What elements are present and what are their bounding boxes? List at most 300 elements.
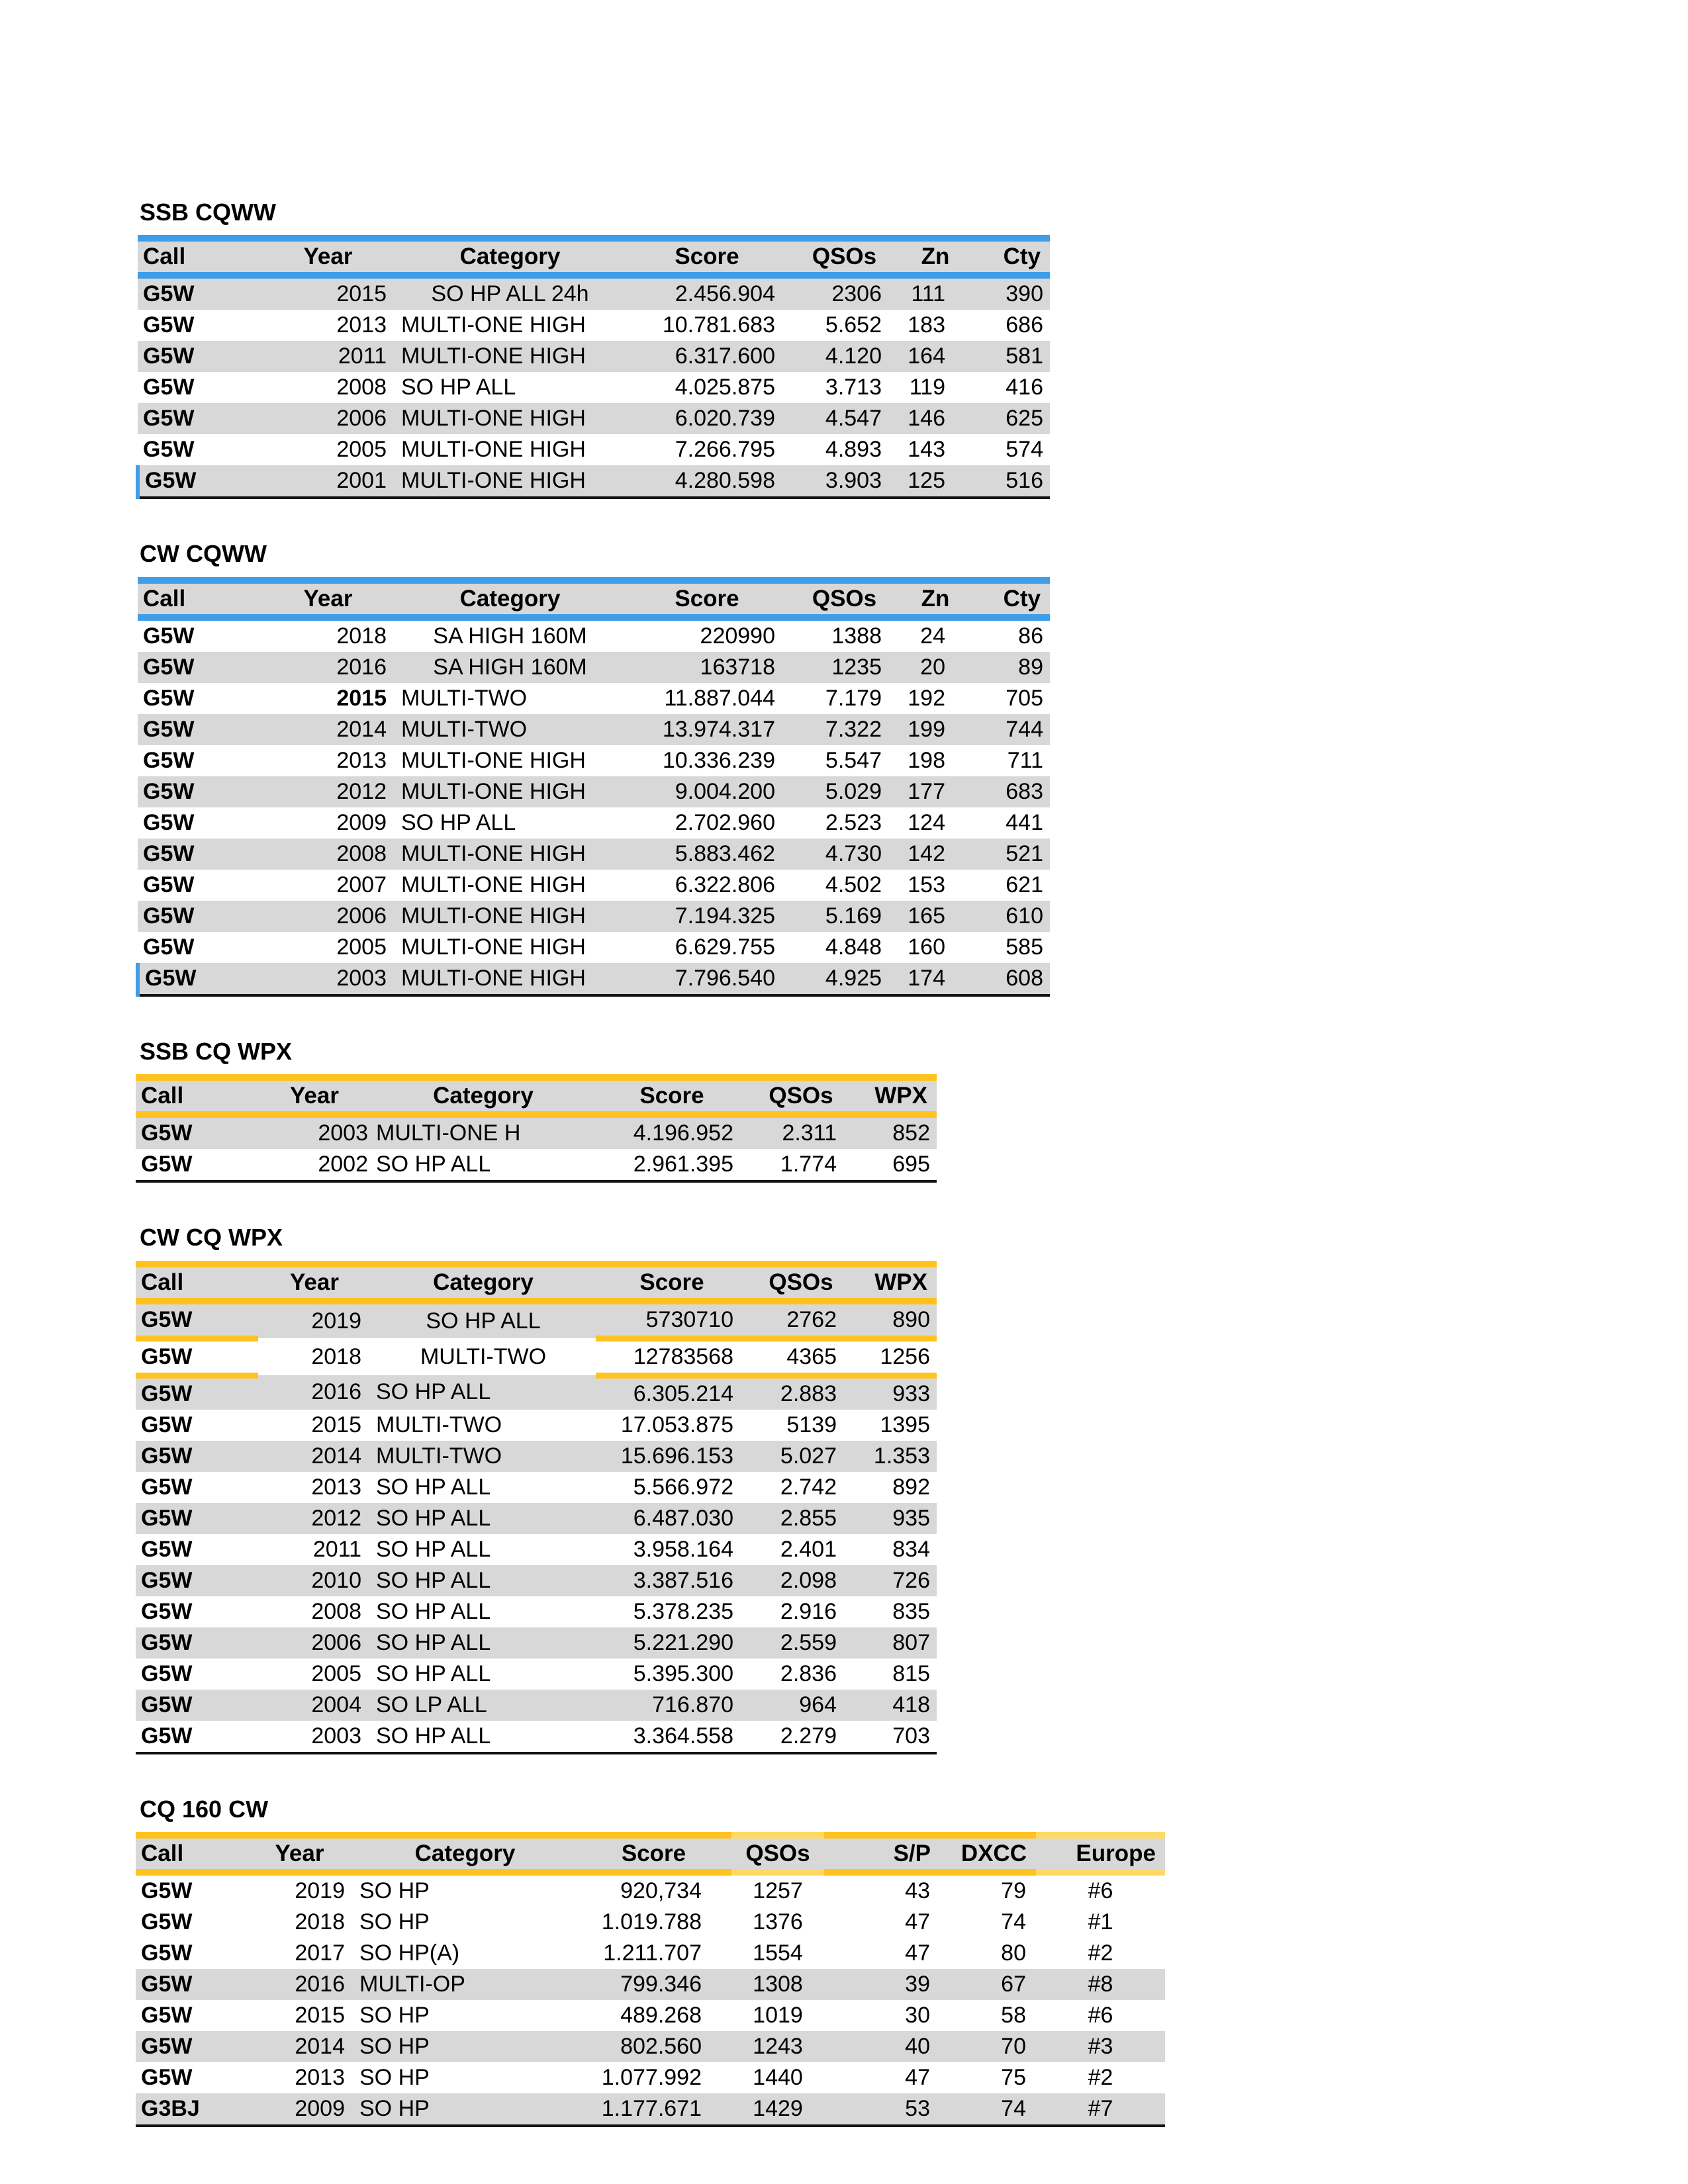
- cell-dxcc: 67: [940, 1969, 1036, 2000]
- cell-qsos: 4.120: [790, 341, 899, 372]
- header-qsos: QSOs: [748, 1264, 854, 1301]
- cell-category: MULTI-ONE HIGH: [396, 465, 624, 498]
- cell-wpx: 892: [892, 1474, 930, 1500]
- cell-year: 2011: [312, 1536, 361, 1562]
- cell-qsos: 5.027: [748, 1441, 854, 1472]
- cell-call: G5W: [143, 312, 195, 338]
- cell-qsos: 4.893: [825, 437, 882, 463]
- table-row: [138, 465, 1050, 498]
- cell-zn: 164: [899, 341, 972, 372]
- cell-qsos: 4.547: [790, 403, 899, 434]
- header-row: [136, 1835, 1165, 1872]
- cell-call: G5W: [138, 839, 260, 870]
- header-score: Score: [624, 580, 790, 617]
- cell-zn: 174: [899, 963, 972, 995]
- cell-qsos: 1440: [753, 2064, 803, 2090]
- header-call: Call: [138, 580, 260, 617]
- cell-call: G5W: [141, 1412, 193, 1437]
- cell-score: 5.566.972: [633, 1474, 733, 1500]
- cell-category: SO HP: [359, 1909, 430, 1934]
- cell-score: 802.560: [576, 2031, 731, 2062]
- header-qsos: QSOs: [790, 580, 899, 617]
- table-row: [136, 1301, 937, 1339]
- cell-cty: 390: [972, 275, 1050, 310]
- cell-category: SO LP ALL: [371, 1690, 596, 1721]
- cell-wpx: 815: [892, 1661, 930, 1686]
- cell-wpx: 835: [892, 1598, 930, 1624]
- cell-zn: 142: [899, 839, 972, 870]
- cell-year: 2004: [258, 1690, 371, 1721]
- table-row: [136, 1872, 1165, 1907]
- cell-year: 2003: [258, 1721, 371, 1753]
- cell-wpx: 852: [854, 1115, 937, 1149]
- cell-cty: 683: [972, 776, 1050, 807]
- header-score: Score: [596, 1264, 748, 1301]
- cell-s-p: 43: [905, 1878, 930, 1903]
- cell-call: G5W: [136, 1441, 258, 1472]
- cell-year: 2019: [295, 1878, 345, 1903]
- cell-cty: 86: [1018, 623, 1043, 649]
- cell-qsos: 4.502: [825, 872, 882, 897]
- cell-wpx: 1256: [854, 1338, 937, 1375]
- cell-cty: 521: [972, 839, 1050, 870]
- header-year: Year: [260, 580, 396, 617]
- cell-qsos: 964: [748, 1690, 854, 1721]
- header-s-p: S/P: [824, 1835, 940, 1872]
- cell-call: G5W: [136, 1503, 258, 1534]
- header-qsos: QSOs: [731, 1835, 824, 1872]
- cell-call: G5W: [143, 809, 195, 835]
- cell-wpx: 1.353: [854, 1441, 937, 1472]
- cell-year: 2016: [245, 1969, 354, 2000]
- cell-call: G5W: [136, 1627, 258, 1659]
- cell-zn: 183: [908, 312, 945, 338]
- cell-year: 2006: [258, 1627, 371, 1659]
- cell-cty: 416: [1006, 375, 1043, 400]
- cell-category: SO HP ALL: [371, 1721, 596, 1753]
- table-row: [136, 1441, 937, 1472]
- cell-category: SO HP ALL: [376, 1536, 491, 1562]
- cell-year: 2016: [260, 652, 396, 683]
- cell-category: MULTI-ONE HIGH: [401, 747, 586, 773]
- cell-qsos: 4.925: [790, 963, 899, 995]
- table-row: [136, 1659, 937, 1690]
- cell-qsos: 2.836: [780, 1661, 837, 1686]
- cell-cty: 705: [1006, 685, 1043, 711]
- table-row: [138, 617, 1050, 652]
- cell-score: 2.961.395: [596, 1149, 748, 1181]
- table-row: [136, 1503, 937, 1534]
- cell-year: 2005: [336, 934, 387, 960]
- cell-call: G3BJ: [136, 2093, 245, 2126]
- cell-wpx: 418: [854, 1690, 937, 1721]
- cell-score: 2.702.960: [675, 809, 775, 835]
- header-year: Year: [258, 1264, 371, 1301]
- cell-score: 6.629.755: [675, 934, 775, 960]
- cell-category: MULTI-ONE HIGH: [396, 839, 624, 870]
- cell-score: 5.883.462: [624, 839, 790, 870]
- table-section-cq-160-cw: [136, 1796, 1688, 2127]
- header-year: Year: [258, 1077, 371, 1115]
- cell-year: 2008: [336, 375, 387, 400]
- cell-dxcc: 74: [940, 2093, 1036, 2126]
- cell-qsos: 1554: [753, 1940, 803, 1966]
- cell-category: SO HP ALL: [371, 1149, 596, 1181]
- cell-year: 2008: [260, 839, 396, 870]
- cell-score: 6.317.600: [624, 341, 790, 372]
- table-row: [138, 963, 1050, 995]
- table-row: [138, 745, 1050, 776]
- cell-category: MULTI-ONE HIGH: [401, 934, 586, 960]
- cell-qsos: 1376: [753, 1909, 803, 1934]
- cell-qsos: 2.916: [780, 1598, 837, 1624]
- cell-call: G5W: [141, 1940, 193, 1966]
- cell-qsos: 2.559: [748, 1627, 854, 1659]
- header-category: Category: [371, 1077, 596, 1115]
- cell-year: 2002: [258, 1149, 371, 1181]
- cell-cty: 686: [1006, 312, 1043, 338]
- cell-category: MULTI-ONE HIGH: [396, 403, 624, 434]
- cell-qsos: 1308: [731, 1969, 824, 2000]
- table-row: [136, 1534, 937, 1565]
- cell-europe: #6: [1088, 1878, 1113, 1903]
- cell-call: G5W: [138, 652, 260, 683]
- cell-year: 2015: [295, 2002, 345, 2028]
- cell-qsos: 1019: [753, 2002, 803, 2028]
- cell-score: 3.364.558: [596, 1721, 748, 1753]
- cell-qsos: 5.652: [825, 312, 882, 338]
- cell-zn: 119: [909, 375, 945, 400]
- cell-score: 5.221.290: [596, 1627, 748, 1659]
- cell-year: 2018: [295, 1909, 345, 1934]
- results-table-cw-cq-wpx: [136, 1261, 937, 1754]
- cell-year: 2003: [258, 1115, 371, 1149]
- cell-qsos: 2306: [790, 275, 899, 310]
- cell-score: 10.336.239: [662, 747, 775, 773]
- cell-score: 9.004.200: [624, 776, 790, 807]
- cell-call: G5W: [136, 2031, 245, 2062]
- cell-cty: 621: [1006, 872, 1043, 897]
- cell-call: G5W: [143, 685, 195, 711]
- cell-cty: 610: [972, 901, 1050, 932]
- header-row: [136, 1077, 937, 1115]
- cell-zn: 125: [899, 465, 972, 498]
- cell-score: 4.025.875: [675, 375, 775, 400]
- table-row: [136, 1472, 937, 1503]
- table-row: [136, 2031, 1165, 2062]
- cell-category: SO HP ALL: [371, 1565, 596, 1596]
- cell-wpx: 695: [854, 1149, 937, 1181]
- table-row: [136, 1565, 937, 1596]
- table-section-cw-cqww: [136, 540, 1688, 996]
- cell-qsos: 2.401: [780, 1536, 837, 1562]
- cell-qsos: 3.903: [790, 465, 899, 498]
- header-call: Call: [136, 1835, 245, 1872]
- cell-category: SO HP: [359, 2002, 430, 2028]
- cell-s-p: 47: [905, 1909, 930, 1934]
- cell-qsos: 2.098: [748, 1565, 854, 1596]
- cell-call: G5W: [138, 341, 260, 372]
- cell-zn: 143: [908, 437, 945, 463]
- header-call: Call: [138, 238, 260, 275]
- cell-qsos: 1.774: [748, 1149, 854, 1181]
- cell-score: 4.280.598: [624, 465, 790, 498]
- cell-score: 2.456.904: [624, 275, 790, 310]
- cell-category: SO HP: [354, 2031, 576, 2062]
- cell-category: SO HP: [359, 2064, 430, 2090]
- cell-year: 2011: [260, 341, 396, 372]
- cell-score: 7.194.325: [624, 901, 790, 932]
- cell-europe: #2: [1088, 2064, 1113, 2090]
- table-row: [138, 932, 1050, 963]
- cell-europe: #6: [1088, 2002, 1113, 2028]
- cell-call: G5W: [141, 1474, 193, 1500]
- cell-category: MULTI-OP: [354, 1969, 576, 2000]
- table-row: [136, 1149, 937, 1181]
- cell-score: 10.781.683: [662, 312, 775, 338]
- cell-zn: 146: [899, 403, 972, 434]
- cell-qsos: 2.855: [748, 1503, 854, 1534]
- cell-zn: 153: [908, 872, 945, 897]
- cell-score: 5.395.300: [633, 1661, 733, 1686]
- cell-europe: #3: [1036, 2031, 1165, 2062]
- cell-year: 2003: [260, 963, 396, 995]
- cell-cty: 585: [1006, 934, 1043, 960]
- cell-s-p: 40: [824, 2031, 940, 2062]
- cell-cty: 581: [972, 341, 1050, 372]
- header-category: Category: [354, 1835, 576, 1872]
- cell-call: G5W: [141, 2064, 193, 2090]
- cell-call: G5W: [136, 1565, 258, 1596]
- cell-score: 7.266.795: [675, 437, 775, 463]
- cell-call: G5W: [143, 934, 195, 960]
- cell-zn: 199: [899, 714, 972, 745]
- cell-score: 3.958.164: [633, 1536, 733, 1562]
- cell-score: 1.211.707: [603, 1940, 702, 1966]
- table-title: CQ 160 CW: [140, 1795, 269, 1823]
- table-title: CW CQ WPX: [140, 1224, 283, 1251]
- cell-score: 17.053.875: [620, 1412, 733, 1437]
- cell-wpx: 1395: [880, 1412, 930, 1437]
- cell-category: MULTI-TWO: [396, 714, 624, 745]
- cell-score: 716.870: [596, 1690, 748, 1721]
- cell-score: 12783568: [596, 1338, 748, 1375]
- cell-europe: #8: [1036, 1969, 1165, 2000]
- cell-category: SO HP ALL: [376, 1474, 491, 1500]
- cell-score: 799.346: [576, 1969, 731, 2000]
- cell-category: SO HP(A): [359, 1940, 460, 1966]
- cell-call: G5W: [141, 1536, 193, 1562]
- header-score: Score: [624, 238, 790, 275]
- table-row: [136, 1410, 937, 1441]
- cell-call: G5W: [138, 963, 260, 995]
- table-row: [136, 1938, 1165, 1969]
- cell-call: G5W: [136, 1149, 258, 1181]
- header-wpx: WPX: [854, 1264, 937, 1301]
- table-row: [138, 341, 1050, 372]
- cell-zn: 24: [920, 623, 945, 649]
- cell-score: 6.020.739: [624, 403, 790, 434]
- cell-call: G5W: [136, 1690, 258, 1721]
- header-zn: Zn: [899, 238, 972, 275]
- cell-zn: 111: [899, 275, 972, 310]
- cell-category: SO HP ALL: [401, 809, 516, 835]
- cell-score: 7.796.540: [624, 963, 790, 995]
- cell-zn: 192: [908, 685, 945, 711]
- header-category: Category: [396, 238, 624, 275]
- cell-category: SO HP ALL 24h: [396, 275, 624, 310]
- cell-qsos: 1257: [753, 1878, 803, 1903]
- cell-call: G5W: [138, 403, 260, 434]
- header-category: Category: [371, 1264, 596, 1301]
- cell-year: 2018: [311, 1343, 361, 1369]
- cell-year: 2001: [260, 465, 396, 498]
- cell-call: G5W: [136, 1721, 258, 1753]
- cell-qsos: 2.279: [748, 1721, 854, 1753]
- cell-wpx: 935: [854, 1503, 937, 1534]
- cell-score: 1.077.992: [601, 2064, 702, 2090]
- table-row: [138, 901, 1050, 932]
- table-row: [138, 652, 1050, 683]
- cell-s-p: 53: [824, 2093, 940, 2126]
- cell-s-p: 47: [905, 2064, 930, 2090]
- header-dxcc: DXCC: [940, 1835, 1036, 1872]
- cell-score: 11.887.044: [664, 685, 775, 711]
- cell-year: 2015: [311, 1412, 361, 1437]
- header-cty: Cty: [972, 580, 1050, 617]
- cell-cty: 89: [972, 652, 1050, 683]
- cell-zn: 177: [899, 776, 972, 807]
- cell-call: G5W: [136, 1375, 258, 1410]
- header-row: [138, 238, 1050, 275]
- cell-qsos: 7.322: [790, 714, 899, 745]
- cell-score: 5.378.235: [633, 1598, 733, 1624]
- cell-wpx: 933: [854, 1375, 937, 1410]
- cell-category: SO HP ALL: [376, 1661, 491, 1686]
- table-row: [138, 839, 1050, 870]
- cell-qsos: 5.169: [790, 901, 899, 932]
- header-category: Category: [396, 580, 624, 617]
- cell-qsos: 2.523: [825, 809, 882, 835]
- cell-year: 2019: [258, 1301, 371, 1339]
- table-row: [136, 2062, 1165, 2093]
- table-row: [138, 776, 1050, 807]
- cell-year: 2012: [258, 1503, 371, 1534]
- cell-qsos: 1388: [831, 623, 882, 649]
- cell-dxcc: 74: [1001, 1909, 1026, 1934]
- table-row: [138, 403, 1050, 434]
- cell-qsos: 4.848: [825, 934, 882, 960]
- table-row: [138, 434, 1050, 465]
- table-section-ssb-cqww: [136, 199, 1688, 499]
- cell-wpx: 703: [854, 1721, 937, 1753]
- cell-category: MULTI-ONE HIGH: [396, 776, 624, 807]
- header-call: Call: [136, 1077, 258, 1115]
- cell-category: MULTI-ONE HIGH: [401, 437, 586, 463]
- cell-year: 2005: [336, 437, 387, 463]
- cell-qsos: 2.883: [748, 1375, 854, 1410]
- table-row: [136, 1596, 937, 1627]
- cell-category: SO HP ALL: [371, 1301, 596, 1339]
- cell-dxcc: 79: [1001, 1878, 1026, 1903]
- cell-year: 2005: [311, 1661, 361, 1686]
- cell-call: G5W: [143, 623, 195, 649]
- cell-qsos: 2762: [748, 1301, 854, 1339]
- table-section-cw-cq-wpx: [136, 1224, 1688, 1754]
- cell-qsos: 1235: [790, 652, 899, 683]
- cell-call: G5W: [143, 747, 195, 773]
- cell-call: G5W: [141, 1878, 193, 1903]
- cell-call: G5W: [136, 1115, 258, 1149]
- table-row: [138, 310, 1050, 341]
- table-section-ssb-cq-wpx: [136, 1038, 1688, 1183]
- cell-category: MULTI-ONE H: [371, 1115, 596, 1149]
- cell-score: 489.268: [620, 2002, 702, 2028]
- cell-score: 6.305.214: [596, 1375, 748, 1410]
- cell-year: 2018: [336, 623, 387, 649]
- cell-year: 2007: [336, 872, 387, 897]
- cell-qsos: 1429: [731, 2093, 824, 2126]
- cell-year: 2014: [245, 2031, 354, 2062]
- cell-wpx: 834: [892, 1536, 930, 1562]
- header-cty: Cty: [972, 238, 1050, 275]
- cell-year: 2009: [336, 809, 387, 835]
- table-row: [136, 1690, 937, 1721]
- table-row: [138, 372, 1050, 403]
- table-title: CW CQWW: [140, 540, 267, 568]
- cell-score: 6.487.030: [596, 1503, 748, 1534]
- table-row: [136, 1907, 1165, 1938]
- cell-cty: 744: [972, 714, 1050, 745]
- cell-category: SA HIGH 160M: [433, 623, 587, 649]
- cell-year: 2015: [336, 685, 387, 711]
- cell-category: MULTI-TWO: [420, 1343, 547, 1369]
- cell-call: G5W: [138, 465, 260, 498]
- cell-qsos: 5.029: [790, 776, 899, 807]
- cell-call: G5W: [138, 275, 260, 310]
- table-row: [136, 2093, 1165, 2126]
- cell-qsos: 1243: [731, 2031, 824, 2062]
- cell-score: 1.177.671: [576, 2093, 731, 2126]
- results-table-ssb-cqww: [136, 235, 1050, 499]
- cell-qsos: 3.713: [825, 375, 882, 400]
- header-year: Year: [245, 1835, 354, 1872]
- cell-category: SO HP ALL: [401, 375, 516, 400]
- cell-dxcc: 58: [1001, 2002, 1026, 2028]
- cell-cty: 625: [972, 403, 1050, 434]
- cell-category: SO HP: [359, 1878, 430, 1903]
- table-row: [138, 807, 1050, 839]
- cell-year: 2016: [258, 1375, 371, 1410]
- cell-qsos: 4.730: [790, 839, 899, 870]
- cell-category: SO HP: [354, 2093, 576, 2126]
- cell-call: G5W: [141, 1661, 193, 1686]
- results-table-cq-160-cw: [136, 1832, 1165, 2127]
- header-row: [138, 580, 1050, 617]
- cell-cty: 711: [1007, 747, 1043, 773]
- cell-score: 163718: [624, 652, 790, 683]
- cell-category: MULTI-ONE HIGH: [396, 901, 624, 932]
- header-qsos: QSOs: [748, 1077, 854, 1115]
- cell-category: MULTI-ONE HIGH: [401, 312, 586, 338]
- table-row: [136, 1721, 937, 1753]
- cell-wpx: 807: [854, 1627, 937, 1659]
- cell-call: G5W: [136, 1969, 245, 2000]
- results-table-ssb-cq-wpx: [136, 1074, 937, 1183]
- cell-category: MULTI-ONE HIGH: [396, 963, 624, 995]
- cell-call: G5W: [141, 1909, 193, 1934]
- cell-wpx: 726: [854, 1565, 937, 1596]
